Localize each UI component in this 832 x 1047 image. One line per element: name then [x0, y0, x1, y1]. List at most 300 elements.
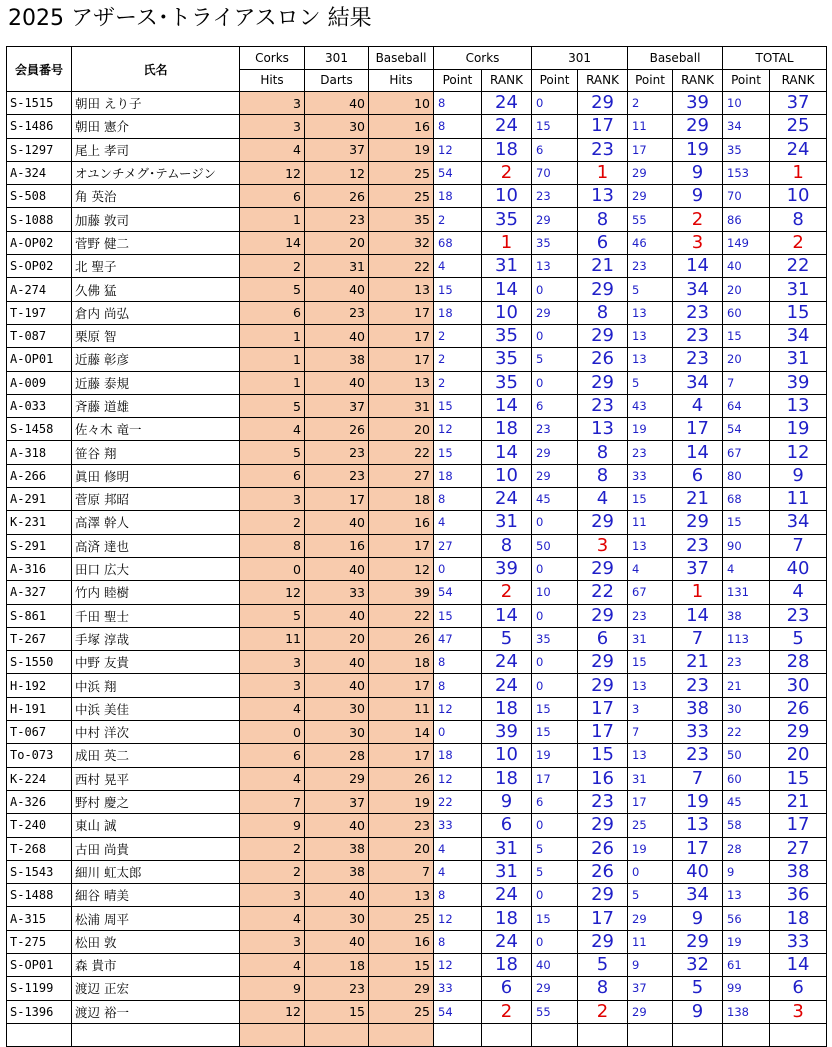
- 301-rank-cell: 23: [578, 138, 628, 161]
- empty-cell: [434, 1023, 482, 1046]
- 301-rank-cell: 8: [578, 977, 628, 1000]
- 301-point-cell: 5: [532, 348, 578, 371]
- 301-rank-cell: 2: [578, 1000, 628, 1023]
- corks-hits-cell: 1: [240, 324, 305, 347]
- header-301-darts: Darts: [305, 69, 369, 92]
- corks-point-cell: 12: [434, 418, 482, 441]
- corks-rank-cell: 9: [482, 790, 532, 813]
- name-cell: 朝田 憲介: [72, 115, 240, 138]
- baseball-hits-cell: 17: [369, 534, 434, 557]
- 301-darts-cell: 40: [305, 557, 369, 580]
- corks-rank-cell: 1: [482, 231, 532, 254]
- total-rank-cell: 13: [770, 394, 827, 417]
- 301-darts-cell: 30: [305, 907, 369, 930]
- baseball-point-cell: 3: [628, 697, 673, 720]
- table-row: [7, 255, 827, 278]
- name-cell: 北 聖子: [72, 255, 240, 278]
- header-301-score: 301: [532, 47, 628, 70]
- 301-point-cell: 5: [532, 860, 578, 883]
- total-rank-cell: 36: [770, 884, 827, 907]
- baseball-point-cell: 13: [628, 324, 673, 347]
- baseball-hits-cell: 17: [369, 674, 434, 697]
- total-point-cell: 61: [723, 953, 770, 976]
- empty-cell: [72, 1023, 240, 1046]
- name-cell: 成田 英二: [72, 744, 240, 767]
- total-rank-cell: 15: [770, 767, 827, 790]
- member-no-cell: K-224: [7, 767, 72, 790]
- total-rank-cell: 15: [770, 301, 827, 324]
- total-rank-cell: 4: [770, 581, 827, 604]
- corks-point-cell: 2: [434, 371, 482, 394]
- baseball-point-cell: 29: [628, 907, 673, 930]
- total-rank-cell: 3: [770, 1000, 827, 1023]
- total-point-cell: 21: [723, 674, 770, 697]
- header-corks-hits: Hits: [240, 69, 305, 92]
- name-cell: 中野 友貴: [72, 651, 240, 674]
- baseball-point-cell: 5: [628, 884, 673, 907]
- 301-point-cell: 0: [532, 557, 578, 580]
- total-rank-cell: 37: [770, 92, 827, 115]
- corks-rank-cell: 31: [482, 511, 532, 534]
- 301-darts-cell: 38: [305, 348, 369, 371]
- 301-rank-cell: 1: [578, 161, 628, 184]
- 301-darts-cell: 31: [305, 255, 369, 278]
- baseball-point-cell: 13: [628, 348, 673, 371]
- baseball-hits-cell: 12: [369, 557, 434, 580]
- name-cell: 近藤 彰彦: [72, 348, 240, 371]
- total-point-cell: 60: [723, 767, 770, 790]
- table-row: [7, 860, 827, 883]
- baseball-point-cell: 23: [628, 255, 673, 278]
- baseball-rank-cell: 2: [673, 208, 723, 231]
- baseball-hits-cell: 31: [369, 394, 434, 417]
- 301-point-cell: 0: [532, 92, 578, 115]
- corks-hits-cell: 1: [240, 371, 305, 394]
- corks-hits-cell: 5: [240, 278, 305, 301]
- baseball-rank-cell: 37: [673, 557, 723, 580]
- baseball-hits-cell: 32: [369, 231, 434, 254]
- header-total-point: Point: [723, 69, 770, 92]
- baseball-point-cell: 46: [628, 231, 673, 254]
- 301-rank-cell: 15: [578, 744, 628, 767]
- baseball-hits-cell: 16: [369, 930, 434, 953]
- total-point-cell: 45: [723, 790, 770, 813]
- total-rank-cell: 40: [770, 557, 827, 580]
- baseball-hits-cell: 22: [369, 441, 434, 464]
- baseball-rank-cell: 19: [673, 790, 723, 813]
- 301-point-cell: 0: [532, 674, 578, 697]
- table-row: [7, 371, 827, 394]
- corks-rank-cell: 14: [482, 394, 532, 417]
- 301-rank-cell: 4: [578, 488, 628, 511]
- baseball-rank-cell: 39: [673, 92, 723, 115]
- 301-rank-cell: 26: [578, 837, 628, 860]
- total-point-cell: 34: [723, 115, 770, 138]
- corks-hits-cell: 2: [240, 837, 305, 860]
- table-row: [7, 627, 827, 650]
- baseball-rank-cell: 34: [673, 371, 723, 394]
- total-point-cell: 10: [723, 92, 770, 115]
- 301-darts-cell: 26: [305, 185, 369, 208]
- member-no-cell: S-OP02: [7, 255, 72, 278]
- corks-rank-cell: 18: [482, 907, 532, 930]
- baseball-hits-cell: 19: [369, 138, 434, 161]
- baseball-rank-cell: 21: [673, 488, 723, 511]
- 301-point-cell: 0: [532, 930, 578, 953]
- member-no-cell: A-326: [7, 790, 72, 813]
- empty-cell: [723, 1023, 770, 1046]
- 301-darts-cell: 37: [305, 138, 369, 161]
- 301-darts-cell: 17: [305, 488, 369, 511]
- baseball-point-cell: 19: [628, 418, 673, 441]
- page-title: 2025 アザース･トライアスロン 結果: [8, 6, 372, 31]
- corks-hits-cell: 6: [240, 464, 305, 487]
- baseball-rank-cell: 1: [673, 581, 723, 604]
- 301-point-cell: 23: [532, 185, 578, 208]
- 301-point-cell: 40: [532, 953, 578, 976]
- member-no-cell: S-291: [7, 534, 72, 557]
- corks-hits-cell: 0: [240, 557, 305, 580]
- corks-rank-cell: 24: [482, 115, 532, 138]
- header-baseball-hits: Hits: [369, 69, 434, 92]
- corks-hits-cell: 14: [240, 231, 305, 254]
- total-point-cell: 9: [723, 860, 770, 883]
- corks-point-cell: 33: [434, 814, 482, 837]
- table-row: [7, 604, 827, 627]
- 301-darts-cell: 16: [305, 534, 369, 557]
- total-point-cell: 99: [723, 977, 770, 1000]
- corks-point-cell: 12: [434, 697, 482, 720]
- 301-rank-cell: 5: [578, 953, 628, 976]
- corks-hits-cell: 12: [240, 1000, 305, 1023]
- corks-rank-cell: 10: [482, 464, 532, 487]
- name-cell: 笹谷 翔: [72, 441, 240, 464]
- header-name: 氏名: [72, 47, 240, 92]
- name-cell: 田口 広大: [72, 557, 240, 580]
- corks-rank-cell: 31: [482, 860, 532, 883]
- 301-darts-cell: 33: [305, 581, 369, 604]
- 301-rank-cell: 26: [578, 860, 628, 883]
- 301-rank-cell: 26: [578, 348, 628, 371]
- member-no-cell: T-197: [7, 301, 72, 324]
- baseball-point-cell: 13: [628, 744, 673, 767]
- table-row: [7, 511, 827, 534]
- total-rank-cell: 34: [770, 324, 827, 347]
- corks-point-cell: 4: [434, 860, 482, 883]
- 301-darts-cell: 40: [305, 92, 369, 115]
- 301-point-cell: 0: [532, 884, 578, 907]
- 301-point-cell: 0: [532, 324, 578, 347]
- baseball-hits-cell: 25: [369, 185, 434, 208]
- corks-point-cell: 18: [434, 464, 482, 487]
- corks-rank-cell: 24: [482, 674, 532, 697]
- baseball-hits-cell: 29: [369, 977, 434, 1000]
- 301-point-cell: 17: [532, 767, 578, 790]
- total-point-cell: 149: [723, 231, 770, 254]
- baseball-hits-cell: 23: [369, 814, 434, 837]
- corks-hits-cell: 6: [240, 185, 305, 208]
- 301-rank-cell: 13: [578, 418, 628, 441]
- baseball-hits-cell: 15: [369, 953, 434, 976]
- corks-hits-cell: 5: [240, 604, 305, 627]
- member-no-cell: T-087: [7, 324, 72, 347]
- name-cell: 野村 慶之: [72, 790, 240, 813]
- baseball-point-cell: 13: [628, 534, 673, 557]
- table-row: [7, 907, 827, 930]
- total-point-cell: 70: [723, 185, 770, 208]
- total-rank-cell: 28: [770, 651, 827, 674]
- 301-darts-cell: 18: [305, 953, 369, 976]
- 301-rank-cell: 23: [578, 394, 628, 417]
- 301-rank-cell: 29: [578, 371, 628, 394]
- 301-darts-cell: 15: [305, 1000, 369, 1023]
- baseball-rank-cell: 17: [673, 837, 723, 860]
- 301-darts-cell: 40: [305, 278, 369, 301]
- 301-point-cell: 55: [532, 1000, 578, 1023]
- baseball-hits-cell: 39: [369, 581, 434, 604]
- member-no-cell: A-291: [7, 488, 72, 511]
- baseball-rank-cell: 21: [673, 651, 723, 674]
- table-row: [7, 441, 827, 464]
- name-cell: 栗原 智: [72, 324, 240, 347]
- member-no-cell: T-067: [7, 721, 72, 744]
- table-row: [7, 138, 827, 161]
- baseball-hits-cell: 14: [369, 721, 434, 744]
- member-no-cell: S-1088: [7, 208, 72, 231]
- total-point-cell: 56: [723, 907, 770, 930]
- corks-hits-cell: 9: [240, 814, 305, 837]
- corks-rank-cell: 14: [482, 278, 532, 301]
- corks-hits-cell: 6: [240, 744, 305, 767]
- total-point-cell: 113: [723, 627, 770, 650]
- member-no-cell: S-861: [7, 604, 72, 627]
- 301-rank-cell: 29: [578, 604, 628, 627]
- member-no-cell: A-315: [7, 907, 72, 930]
- 301-point-cell: 29: [532, 441, 578, 464]
- 301-rank-cell: 29: [578, 884, 628, 907]
- empty-cell: [532, 1023, 578, 1046]
- baseball-point-cell: 7: [628, 721, 673, 744]
- table-row: [7, 348, 827, 371]
- name-cell: 角 英治: [72, 185, 240, 208]
- empty-cell: [369, 1023, 434, 1046]
- baseball-hits-cell: 26: [369, 627, 434, 650]
- corks-hits-cell: 4: [240, 697, 305, 720]
- name-cell: 渡辺 裕一: [72, 1000, 240, 1023]
- corks-hits-cell: 3: [240, 884, 305, 907]
- 301-rank-cell: 29: [578, 814, 628, 837]
- 301-rank-cell: 21: [578, 255, 628, 278]
- total-rank-cell: 10: [770, 185, 827, 208]
- table-row: [7, 721, 827, 744]
- total-rank-cell: 21: [770, 790, 827, 813]
- corks-rank-cell: 24: [482, 651, 532, 674]
- baseball-hits-cell: 11: [369, 697, 434, 720]
- member-no-cell: A-OP01: [7, 348, 72, 371]
- name-cell: 西村 晃平: [72, 767, 240, 790]
- total-rank-cell: 31: [770, 278, 827, 301]
- table-row: [7, 977, 827, 1000]
- name-cell: 中浜 翔: [72, 674, 240, 697]
- name-cell: 中浜 美佳: [72, 697, 240, 720]
- empty-cell: [770, 1023, 827, 1046]
- corks-hits-cell: 0: [240, 721, 305, 744]
- corks-hits-cell: 2: [240, 860, 305, 883]
- table-row: [7, 324, 827, 347]
- total-rank-cell: 26: [770, 697, 827, 720]
- 301-darts-cell: 37: [305, 790, 369, 813]
- member-no-cell: H-192: [7, 674, 72, 697]
- baseball-hits-cell: 19: [369, 790, 434, 813]
- corks-point-cell: 0: [434, 557, 482, 580]
- total-point-cell: 58: [723, 814, 770, 837]
- table-row: [7, 953, 827, 976]
- 301-rank-cell: 8: [578, 464, 628, 487]
- baseball-rank-cell: 34: [673, 278, 723, 301]
- baseball-point-cell: 31: [628, 627, 673, 650]
- name-cell: 細谷 晴美: [72, 884, 240, 907]
- total-rank-cell: 8: [770, 208, 827, 231]
- corks-point-cell: 54: [434, 1000, 482, 1023]
- baseball-hits-cell: 22: [369, 255, 434, 278]
- table-row: [7, 161, 827, 184]
- corks-rank-cell: 18: [482, 953, 532, 976]
- name-cell: 倉内 尚弘: [72, 301, 240, 324]
- corks-rank-cell: 2: [482, 581, 532, 604]
- corks-point-cell: 2: [434, 208, 482, 231]
- table-row: [7, 884, 827, 907]
- corks-rank-cell: 24: [482, 488, 532, 511]
- name-cell: 尾上 孝司: [72, 138, 240, 161]
- corks-rank-cell: 8: [482, 534, 532, 557]
- total-rank-cell: 14: [770, 953, 827, 976]
- corks-point-cell: 15: [434, 604, 482, 627]
- baseball-hits-cell: 25: [369, 161, 434, 184]
- baseball-hits-cell: 17: [369, 348, 434, 371]
- total-rank-cell: 2: [770, 231, 827, 254]
- corks-rank-cell: 5: [482, 627, 532, 650]
- corks-point-cell: 0: [434, 721, 482, 744]
- empty-cell: [578, 1023, 628, 1046]
- member-no-cell: S-OP01: [7, 953, 72, 976]
- corks-rank-cell: 31: [482, 837, 532, 860]
- 301-point-cell: 10: [532, 581, 578, 604]
- corks-rank-cell: 39: [482, 557, 532, 580]
- baseball-point-cell: 0: [628, 860, 673, 883]
- total-rank-cell: 27: [770, 837, 827, 860]
- 301-rank-cell: 8: [578, 441, 628, 464]
- member-no-cell: S-508: [7, 185, 72, 208]
- baseball-rank-cell: 23: [673, 674, 723, 697]
- total-rank-cell: 39: [770, 371, 827, 394]
- baseball-rank-cell: 29: [673, 930, 723, 953]
- member-no-cell: K-231: [7, 511, 72, 534]
- name-cell: 加藤 敦司: [72, 208, 240, 231]
- baseball-point-cell: 11: [628, 930, 673, 953]
- name-cell: 高済 達也: [72, 534, 240, 557]
- total-rank-cell: 29: [770, 721, 827, 744]
- table-row: [7, 92, 827, 115]
- 301-darts-cell: 40: [305, 324, 369, 347]
- corks-hits-cell: 4: [240, 907, 305, 930]
- total-point-cell: 131: [723, 581, 770, 604]
- total-point-cell: 50: [723, 744, 770, 767]
- header-301-rank: RANK: [578, 69, 628, 92]
- name-cell: 斉藤 道雄: [72, 394, 240, 417]
- 301-point-cell: 13: [532, 255, 578, 278]
- total-rank-cell: 38: [770, 860, 827, 883]
- 301-darts-cell: 40: [305, 674, 369, 697]
- corks-rank-cell: 31: [482, 255, 532, 278]
- total-point-cell: 23: [723, 651, 770, 674]
- table-row: [7, 557, 827, 580]
- corks-point-cell: 8: [434, 92, 482, 115]
- member-no-cell: A-324: [7, 161, 72, 184]
- table-row: [7, 301, 827, 324]
- member-no-cell: S-1486: [7, 115, 72, 138]
- 301-point-cell: 0: [532, 814, 578, 837]
- empty-cell: [305, 1023, 369, 1046]
- header-total: TOTAL: [723, 47, 827, 70]
- corks-point-cell: 54: [434, 581, 482, 604]
- header-corks-input: Corks: [240, 47, 305, 70]
- 301-darts-cell: 29: [305, 767, 369, 790]
- member-no-cell: S-1199: [7, 977, 72, 1000]
- header-301-point: Point: [532, 69, 578, 92]
- baseball-rank-cell: 6: [673, 464, 723, 487]
- baseball-point-cell: 37: [628, 977, 673, 1000]
- baseball-point-cell: 29: [628, 161, 673, 184]
- total-rank-cell: 1: [770, 161, 827, 184]
- 301-point-cell: 0: [532, 278, 578, 301]
- baseball-hits-cell: 27: [369, 464, 434, 487]
- 301-darts-cell: 40: [305, 930, 369, 953]
- total-point-cell: 30: [723, 697, 770, 720]
- corks-point-cell: 27: [434, 534, 482, 557]
- table-row: [7, 674, 827, 697]
- corks-point-cell: 2: [434, 324, 482, 347]
- name-cell: 森 貴市: [72, 953, 240, 976]
- corks-hits-cell: 12: [240, 161, 305, 184]
- baseball-point-cell: 11: [628, 511, 673, 534]
- total-rank-cell: 23: [770, 604, 827, 627]
- table-row: [7, 930, 827, 953]
- header-corks-point: Point: [434, 69, 482, 92]
- corks-hits-cell: 2: [240, 255, 305, 278]
- corks-hits-cell: 3: [240, 115, 305, 138]
- 301-point-cell: 0: [532, 604, 578, 627]
- corks-point-cell: 54: [434, 161, 482, 184]
- corks-point-cell: 15: [434, 394, 482, 417]
- baseball-point-cell: 13: [628, 674, 673, 697]
- 301-rank-cell: 23: [578, 790, 628, 813]
- table-row: [7, 790, 827, 813]
- baseball-point-cell: 67: [628, 581, 673, 604]
- total-point-cell: 40: [723, 255, 770, 278]
- total-point-cell: 153: [723, 161, 770, 184]
- corks-point-cell: 8: [434, 115, 482, 138]
- 301-darts-cell: 20: [305, 627, 369, 650]
- table-row: [7, 185, 827, 208]
- 301-darts-cell: 23: [305, 977, 369, 1000]
- corks-hits-cell: 3: [240, 92, 305, 115]
- baseball-rank-cell: 38: [673, 697, 723, 720]
- baseball-point-cell: 4: [628, 557, 673, 580]
- baseball-point-cell: 25: [628, 814, 673, 837]
- total-point-cell: 20: [723, 278, 770, 301]
- table-row: [7, 208, 827, 231]
- empty-cell: [7, 1023, 72, 1046]
